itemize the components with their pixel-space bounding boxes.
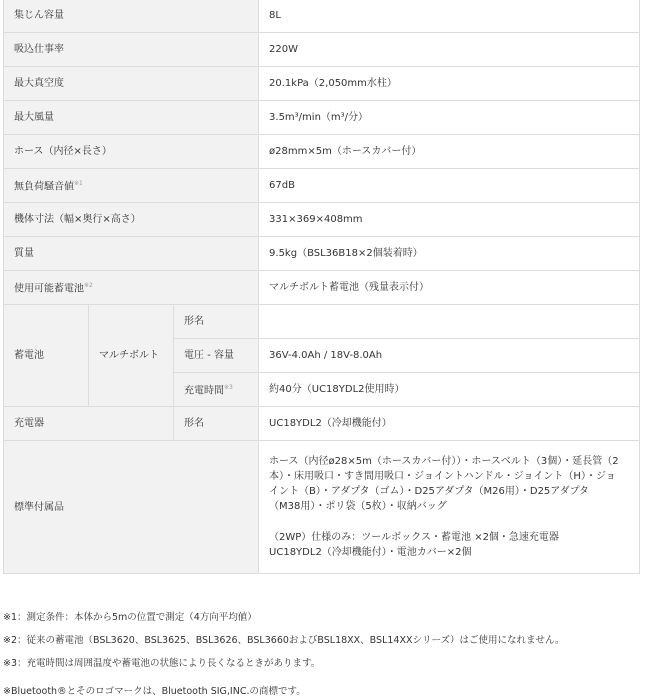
spec-table bbox=[3, 0, 640, 574]
row-label: 形名 bbox=[174, 407, 259, 441]
table-row bbox=[4, 135, 640, 169]
row-label-text: 無負荷騒音値 bbox=[14, 181, 74, 193]
row-label-text: 使用可能蓄電池 bbox=[14, 283, 84, 295]
footnote-1: ※1：測定条件：本体から5mの位置で測定（4方向平均値） bbox=[3, 612, 257, 623]
table-row bbox=[4, 237, 640, 271]
row-label: ホース（内径×長さ） bbox=[4, 135, 259, 169]
row-value: 3.5m³/min（m³/分） bbox=[259, 101, 640, 135]
row-label: 電圧 - 容量 bbox=[174, 339, 259, 373]
accessories-line: （2WP）仕様のみ：ツールボックス・蓄電池 ×2個・急速充電器 bbox=[269, 532, 559, 543]
accessories-line: UC18YDL2（冷却機能付）・電池カバー×2個 bbox=[269, 547, 472, 558]
row-label: 吸込仕事率 bbox=[4, 33, 259, 67]
table-row bbox=[4, 441, 640, 574]
table-row bbox=[4, 33, 640, 67]
row-value: ø28mm×5m（ホースカバー付） bbox=[259, 135, 640, 169]
table-row bbox=[4, 271, 640, 305]
row-value: 331×369×408mm bbox=[259, 203, 640, 237]
footnote-3: ※3：充電時間は周囲温度や蓄電池の状態により長くなるときがあります。 bbox=[3, 658, 321, 669]
accessories-line: イント（B）・アダプタ（ゴム）・D25アダプタ（M26用）・D25アダプタ bbox=[269, 486, 589, 497]
table-row bbox=[4, 169, 640, 203]
row-value: 36V-4.0Ah / 18V-8.0Ah bbox=[259, 339, 640, 373]
accessories-label: 標準付属品 bbox=[4, 441, 259, 574]
table-row bbox=[4, 203, 640, 237]
row-value: 20.1kPa（2,050mm水柱） bbox=[259, 67, 640, 101]
row-label: 最大真空度 bbox=[4, 67, 259, 101]
row-value: 約40分（UC18YDL2使用時） bbox=[259, 373, 640, 407]
accessories-line: 本）・床用吸口・すき間用吸口・ジョイントハンドル・ジョイント（H）・ジョ bbox=[269, 471, 616, 482]
row-label: 機体寸法（幅×奥行×高さ） bbox=[4, 203, 259, 237]
footnote-mark: ※2 bbox=[84, 282, 93, 290]
row-value: マルチボルト蓄電池（残量表示付） bbox=[259, 271, 640, 305]
spacer bbox=[269, 514, 629, 530]
table-row bbox=[4, 101, 640, 135]
row-label bbox=[174, 373, 259, 407]
table-row bbox=[4, 0, 640, 33]
accessories-line: ホース（内径ø28×5m（ホースカバー付））・ホースベルト（3個）・延長管（2 bbox=[269, 456, 619, 467]
row-label-text: 充電時間 bbox=[184, 385, 224, 397]
battery-type: マルチボルト bbox=[89, 305, 174, 407]
table-row bbox=[4, 407, 640, 441]
row-label bbox=[4, 169, 259, 203]
row-value bbox=[259, 305, 640, 339]
table-row bbox=[4, 67, 640, 101]
row-value: 67dB bbox=[259, 169, 640, 203]
row-label: 集じん容量 bbox=[4, 0, 259, 33]
row-value: UC18YDL2（冷却機能付） bbox=[259, 407, 640, 441]
charger-label: 充電器 bbox=[4, 407, 174, 441]
battery-label: 蓄電池 bbox=[4, 305, 89, 407]
footnote-mark: ※1 bbox=[74, 180, 83, 188]
footnote-2: ※2：従来の蓄電池（BSL3620、BSL3625、BSL3626、BSL3660およびBSL18XX、BSL14XXシリーズ）はご使用になれません。 bbox=[3, 635, 565, 646]
row-value: 220W bbox=[259, 33, 640, 67]
footnote-mark: ※3 bbox=[224, 384, 233, 392]
table-row bbox=[4, 305, 640, 339]
row-label: 形名 bbox=[174, 305, 259, 339]
accessories-value bbox=[259, 441, 640, 574]
row-label: 最大風量 bbox=[4, 101, 259, 135]
trademark-note: ※Bluetooth®とそのロゴマークは、Bluetooth SIG,INC.の商標です。 bbox=[3, 686, 306, 697]
accessories-line: （M38用）・ポリ袋（5枚）・収納バッグ bbox=[269, 501, 447, 512]
row-value: 9.5kg（BSL36B18×2個装着時） bbox=[259, 237, 640, 271]
row-label bbox=[4, 271, 259, 305]
row-label: 質量 bbox=[4, 237, 259, 271]
row-value: 8L bbox=[259, 0, 640, 33]
